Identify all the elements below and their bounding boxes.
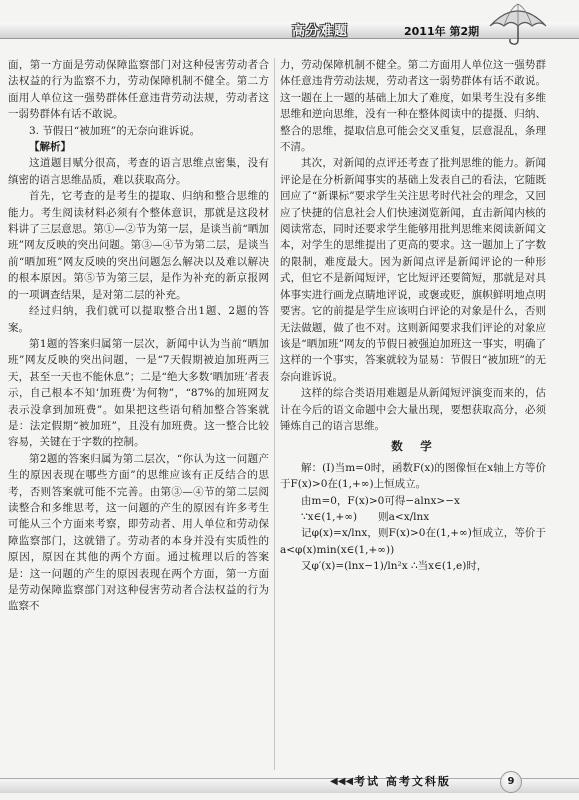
journal-title: 高分难题 xyxy=(292,24,349,39)
math-line: ∵x∈(1,+∞) 则a<x/lnx xyxy=(301,510,430,523)
paragraph: 这道题目赋分很高，考查的语言思维点密集，没有缜密的语言思维品质，难以获取高分。 xyxy=(8,157,269,186)
analysis-label: 【解析】 xyxy=(29,141,71,154)
math-line: 由m=0，F(x)>0可得−alnx>−x xyxy=(301,494,460,507)
page-footer xyxy=(0,760,579,800)
column-divider xyxy=(274,58,275,770)
math-line: 记φ(x)=x/lnx，则F(x)>0在(1,+∞)恒成立，等价于a<φ(x)min(x∈(1,+∞)) xyxy=(280,527,546,556)
paragraph: 经过归纳，我们就可以提取整合出1题、2题的答案。 xyxy=(8,305,269,334)
paragraph: 第2题的答案归属为第二层次，“你认为这一问题产生的原因表现在哪些方面”的思维应该有正反结合的思考，否则答案就可能不完善。由第③—④节的第二层阅读整合和多维思考，这一问题的产生的原因有许多考生可能从三个方面来考察，即劳动者、用人单位和劳动保障监察部门，这就错了。劳动者的本身并没有实质性的原因，原因在其他的两个方面。通过梳理以后的答案是：这一问题的产生的原因表现在两个方面，第一方面是劳动保障监察部门对这种侵害劳动者合法权益的行为监察不 xyxy=(8,452,269,613)
paragraph: 其次，对新闻的点评还考查了批判思维的能力。新闻评论是在分析新闻事实的基础上发表自己的看法，它随既回应了“新课标”要求学生关注思考时代社会的理念，又回应了快捷的信息社会人们快速浏览新闻，直击新闻内核的阅读常态，同时还要求学生能够用批判思维来阅读新闻文本，对学生的思维提出了更高的要求。这一题加上了字数的限制，难度最大。因为新闻点评是新闻评论的一种形式，但它不是新闻短评，它比短评还要简短，那就是对具体事实进行画龙点睛地评说，或褒或贬，旗帜鲜明地点明要害。它的前提是学生应该明白评论的对象是什么，否则无法做题，做了也不对。这则新闻要求我们评论的对象应该是“晒加班”网友的节假日被强迫加班这一事实，明确了这样的一个事实，答案就较为显易：节假日“被加班”的无奈向谁诉说。 xyxy=(280,157,546,383)
footer-brand: 考试 高考文科版 xyxy=(354,775,451,788)
arrows-icon: ◀◀◀ xyxy=(330,776,354,787)
paragraph: 首先，它考查的是考生的提取、归纳和整合思维的能力。考生阅读材料必须有个整体意识，那就是这段材料讲了三层意思。第①—②节为第一层，是谈当前“晒加班”网友反映的突出问题。第③—④节为第二层，是谈当前“晒加班”网友反映的突出问题怎么解决以及难以解决的根本原因。第⑤节为第三层，是作为补充的新京报网的一项调查结果，是对第二层的补充。 xyxy=(8,190,269,301)
paragraph: 第1题的答案归属第一层次，新闻中认为当前“晒加班”网友反映的突出问题，一是“7天假期被迫加班两三天，甚至一天也不能休息”；二是“绝大多数‘晒加班’者表示，自己根本不知‘加班费’为何物”，“87%的加班网友表示没拿到加班费”。如果把这些语句稍加整合答案就是：法定假期“被加班”，且没有加班费。这一整合比较容易，关键在于字数的控制。 xyxy=(8,337,269,449)
paragraph: 力，劳动保障机制不健全。第二方面用人单位这一强势群体任意违背劳动法规，劳动者这一弱势群体有话不敢说。这一题在上一题的基础上加大了难度，如果考生没有多维思维和逆向思维，没有一种在整体阅读中的提摄、归纳、整合的思维，提取信息可能会交叉重复，层意混乱，条理不清。 xyxy=(280,59,546,154)
umbrella-icon xyxy=(486,2,550,46)
page-number: 9 xyxy=(500,771,522,793)
footer-band xyxy=(0,778,579,793)
math-line: 解：(Ⅰ)当m=0时，函数F(x)的图像恒在x轴上方等价于F(x)>0在(1,+∞)上恒成立。 xyxy=(280,461,546,491)
page-header xyxy=(0,0,579,48)
issue-label: 2011年 第2期 xyxy=(404,25,480,38)
right-column xyxy=(280,57,546,575)
left-column xyxy=(8,57,269,615)
question-3: 3. 节假日“被加班”的无奈向谁诉说。 xyxy=(29,124,201,137)
math-section-title: 数 学 xyxy=(391,439,435,454)
paragraph: 面，第一方面是劳动保障监察部门对这种侵害劳动者合法权益的行为监察不力，劳动保障机制不健全。第二方面用人单位这一强势群体任意违背劳动法规，劳动者这一弱势群体有话不敢说。 xyxy=(8,59,269,121)
paragraph: 这样的综合类语用难题是从新闻短评演变而来的，估计在今后的语文命题中会大量出现，要想获取高分，必须锤炼自己的语言思维。 xyxy=(280,387,546,432)
math-line: 又φ′(x)=(lnx−1)/ln²x ∴当x∈(1,e)时， xyxy=(301,560,488,573)
